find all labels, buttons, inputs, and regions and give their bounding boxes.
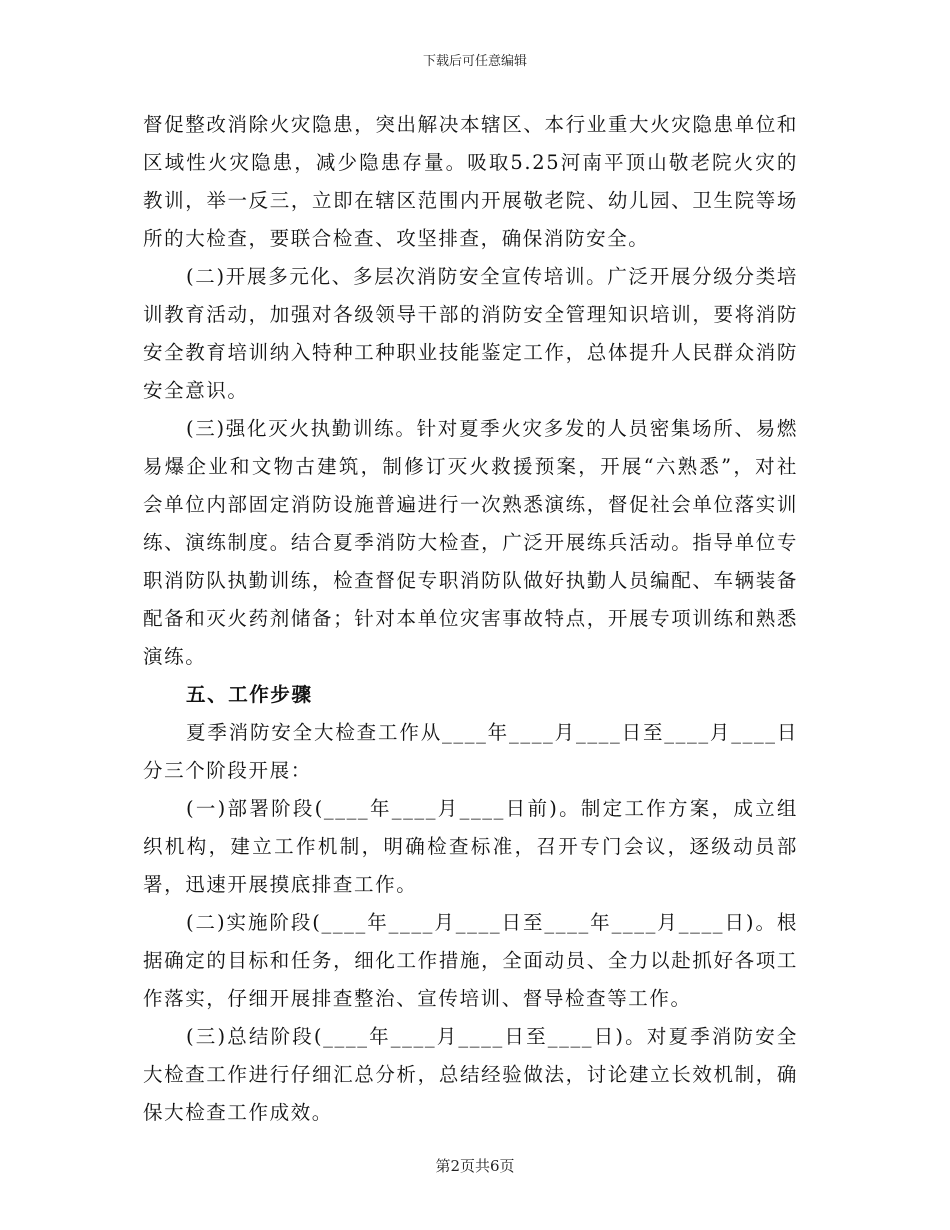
- document-body: [143, 106, 798, 1132]
- paragraph-implementation-stage: (二)实施阶段(____年____月____日至____年____月____日)。根据确定的目标和任务，细化工作措施，全面动员、全力以赴抓好各项工作落实，仔细开展排查整治、宣传培训、督导检查等工作。: [143, 911, 798, 1010]
- section-heading-work-steps: 五、工作步骤: [186, 683, 313, 706]
- paragraph-deployment-stage: (一)部署阶段(____年____月____日前)。制定工作方案，成立组织机构，建立工作机制，明确检查标准，召开专门会议，逐级动员部署，迅速开展摸底排查工作。: [143, 797, 798, 896]
- page-number: 第2页共6页: [435, 1157, 515, 1175]
- paragraph-publicity-training: (二)开展多元化、多层次消防安全宣传培训。广泛开展分级分类培训教育活动，加强对各级领导干部的消防安全管理知识培训，要将消防安全教育培训纳入特种工种职业技能鉴定工作，总体提升人民群众消防安全意识。: [143, 265, 798, 402]
- paragraph-summary-stage: (三)总结阶段(____年____月____日至____日)。对夏季消防安全大检查工作进行仔细汇总分析，总结经验做法，讨论建立长效机制，确保大检查工作成效。: [143, 1025, 798, 1124]
- page-header-note: 下载后可任意编辑: [422, 54, 527, 69]
- paragraph-hazard-rectification: 督促整改消除火灾隐患，突出解决本辖区、本行业重大火灾隐患单位和区域性火灾隐患，减少隐患存量。吸取5.25河南平顶山敬老院火灾的教训，举一反三，立即在辖区范围内开展敬老院、幼儿园、卫生院等场所的大检查，要联合检查、攻坚排查，确保消防安全。: [143, 113, 798, 250]
- paragraph-firefighting-drills: (三)强化灭火执勤训练。针对夏季火灾多发的人员密集场所、易燃易爆企业和文物古建筑，制修订灭火救援预案，开展“六熟悉”，对社会单位内部固定消防设施普遍进行一次熟悉演练，督促社会单位落实训练、演练制度。结合夏季消防大检查，广泛开展练兵活动。指导单位专职消防队执勤训练，检查督促专职消防队做好执勤人员编配、车辆装备配备和灭火药剂储备；针对本单位灾害事故特点，开展专项训练和熟悉演练。: [143, 417, 798, 668]
- paragraph-schedule-intro: 夏季消防安全大检查工作从____年____月____日至____月____日分三个阶段开展：: [143, 721, 798, 782]
